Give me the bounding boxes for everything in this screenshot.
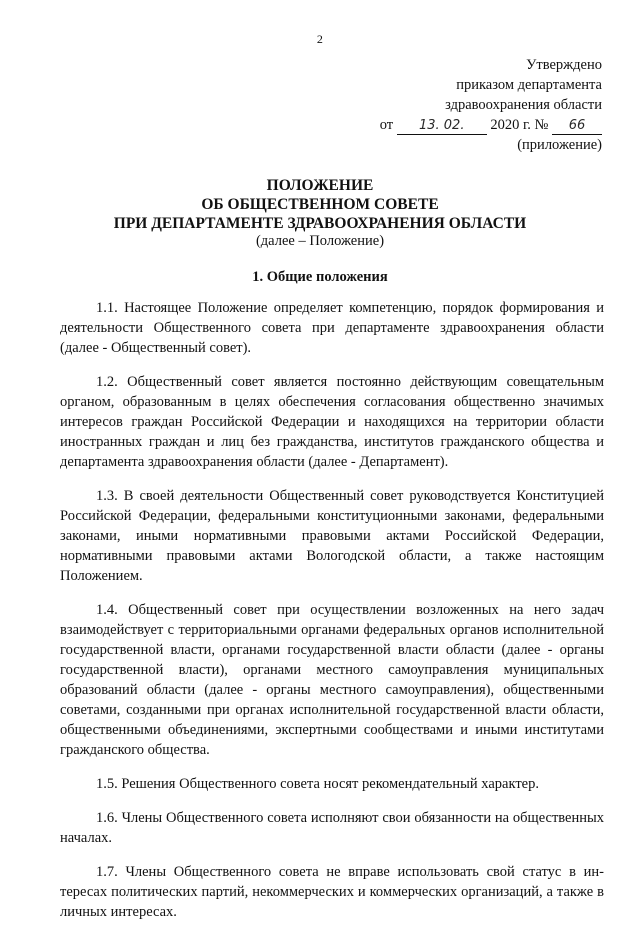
approval-line-3: здравоохранения области: [445, 97, 602, 113]
paragraph-1-2: 1.2. Общественный совет является постоянно действующим совещательным органом, образованным в целях обеспечения согласования общественно значимых интересов граждан Российской Федерации и находящихся на территории области иностранных граждан и лиц без гражданства, институтов гражданского общества и департамента здравоохранения области (далее - Департамент).: [60, 374, 604, 470]
date-prefix: от: [379, 117, 394, 133]
heading-line-2: ОБ ОБЩЕСТВЕННОМ СОВЕТЕ: [201, 196, 439, 213]
paragraph-1-7: 1.7. Члены Общественного совета не вправе использовать свой статус в интересах политических партий, некоммерческих и коммерческих организаций, а также в личных интересах.: [60, 864, 604, 920]
handwritten-order-number: 66: [552, 118, 602, 135]
paragraph-1-6: 1.6. Члены Общественного совета исполняют свои обязанности на общественных началах.: [60, 810, 604, 846]
approval-stamp: [342, 55, 602, 155]
appendix-label: (приложение): [517, 137, 602, 153]
page-number: 2: [316, 32, 324, 46]
paragraph-1-5: 1.5. Решения Общественного совета носят рекомендательный характер.: [96, 776, 539, 792]
paragraph-1-3: 1.3. В своей деятельности Общественный совет руководствуется Конституцией Российской Федерации, федеральными конституционными законами, федеральными законами, иными нормативными правовыми актами Российской Федерации, нормативными правовыми актами Вологодской области, а также настоящим Положением.: [60, 488, 604, 584]
approval-line-1: Утверждено: [526, 57, 602, 73]
heading-line-3: ПРИ ДЕПАРТАМЕНТЕ ЗДРАВООХРАНЕНИЯ ОБЛАСТИ: [113, 215, 527, 232]
handwritten-date: 13. 02.: [397, 118, 487, 135]
document-body: [60, 298, 604, 936]
document-heading: [0, 176, 640, 233]
year-and-number-label: 2020 г. №: [490, 117, 549, 133]
heading-line-1: ПОЛОЖЕНИЕ: [266, 177, 374, 194]
paragraph-1-1: 1.1. Настоящее Положение определяет компетенцию, порядок формирования и деятельности Общественного совета при департаменте здравоохранения области (далее - Общественный совет).: [60, 300, 604, 356]
section-title: 1. Общие положения: [252, 269, 388, 285]
heading-subtitle: (далее – Положение): [255, 233, 385, 249]
approval-line-2: приказом департамента: [456, 77, 602, 93]
approval-date-line: [342, 115, 602, 135]
paragraph-1-4: 1.4. Общественный совет при осуществлении возложенных на него задач взаимодействует с территориальными органами федеральных органов исполнительной государственной власти, органами государственной власти области (далее - органы государственной власти), органами местного самоуправления муниципальных образований области (далее - органы местного самоуправления), общественными советами, созданными при органах исполнительной государственной власти области, общественными объединениями, экспертными сообществами и иными институтами гражданского общества.: [60, 602, 604, 758]
